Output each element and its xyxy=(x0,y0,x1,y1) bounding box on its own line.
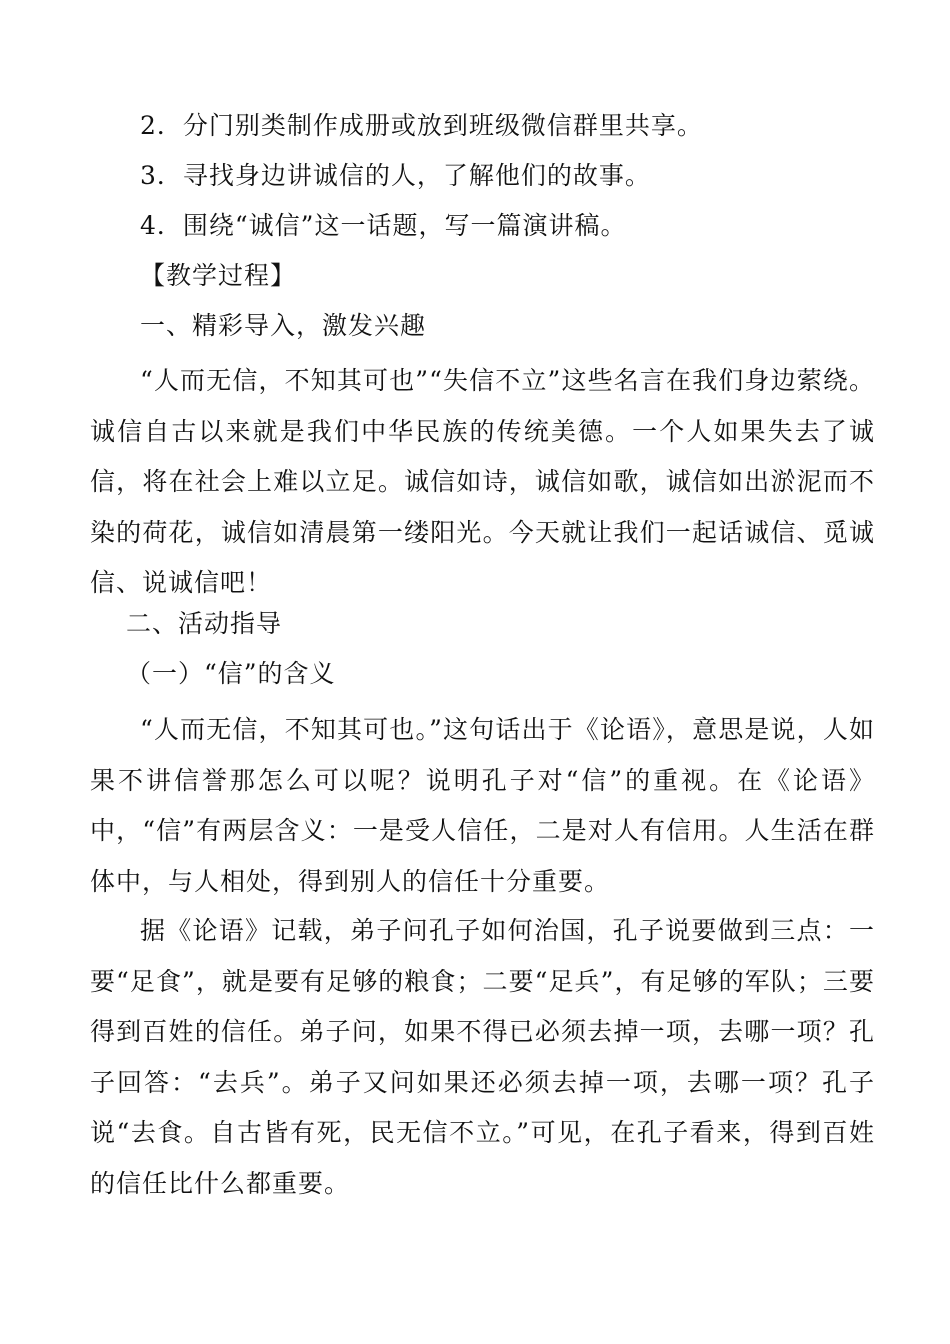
paragraph-2: “人而无信，不知其可也。”这句话出于《论语》，意思是说，人如果不讲信誉那怎么可以呢？说明孔子对“信”的重视。在《论语》中，“信”有两层含义：一是受人信任，二是对人有信用。人生活在群体中，与人相处，得到别人的信任十分重要。 xyxy=(90,715,875,896)
part1-heading: 一、精彩导入，激发兴趣 xyxy=(140,311,427,340)
paragraph-3: 据《论语》记载，弟子问孔子如何治国，孔子说要做到三点：一要“足食”，就是要有足够的粮食；二要“足兵”，有足够的军队；三要得到百姓的信任。弟子问，如果不得已必须去掉一项，去哪一项？孔子回答：“去兵”。弟子又问如果还必须去掉一项，去哪一项？孔子说“去食。自古皆有死，民无信不立。”可见，在孔子看来，得到百姓的信任比什么都重要。 xyxy=(90,916,875,1198)
part2-heading: 二、活动指导 xyxy=(126,609,283,638)
sub-heading: （一）“信”的含义 xyxy=(126,659,336,688)
section-heading: 【教学过程】 xyxy=(140,261,297,290)
list-item-4: 4．围绕“诚信”这一话题，写一篇演讲稿。 xyxy=(140,211,627,240)
list-item-2: 2．分门别类制作成册或放到班级微信群里共享。 xyxy=(140,111,703,140)
intro-paragraph: “人而无信，不知其可也”“失信不立”这些名言在我们身边萦绕。诚信自古以来就是我们中华民族的传统美德。一个人如果失去了诚信，将在社会上难以立足。诚信如诗，诚信如歌，诚信如出淤泥而不染的荷花，诚信如清晨第一缕阳光。今天就让我们一起话诚信、觅诚信、说诚信吧！ xyxy=(90,366,875,597)
list-item-3: 3．寻找身边讲诚信的人，了解他们的故事。 xyxy=(140,161,651,190)
